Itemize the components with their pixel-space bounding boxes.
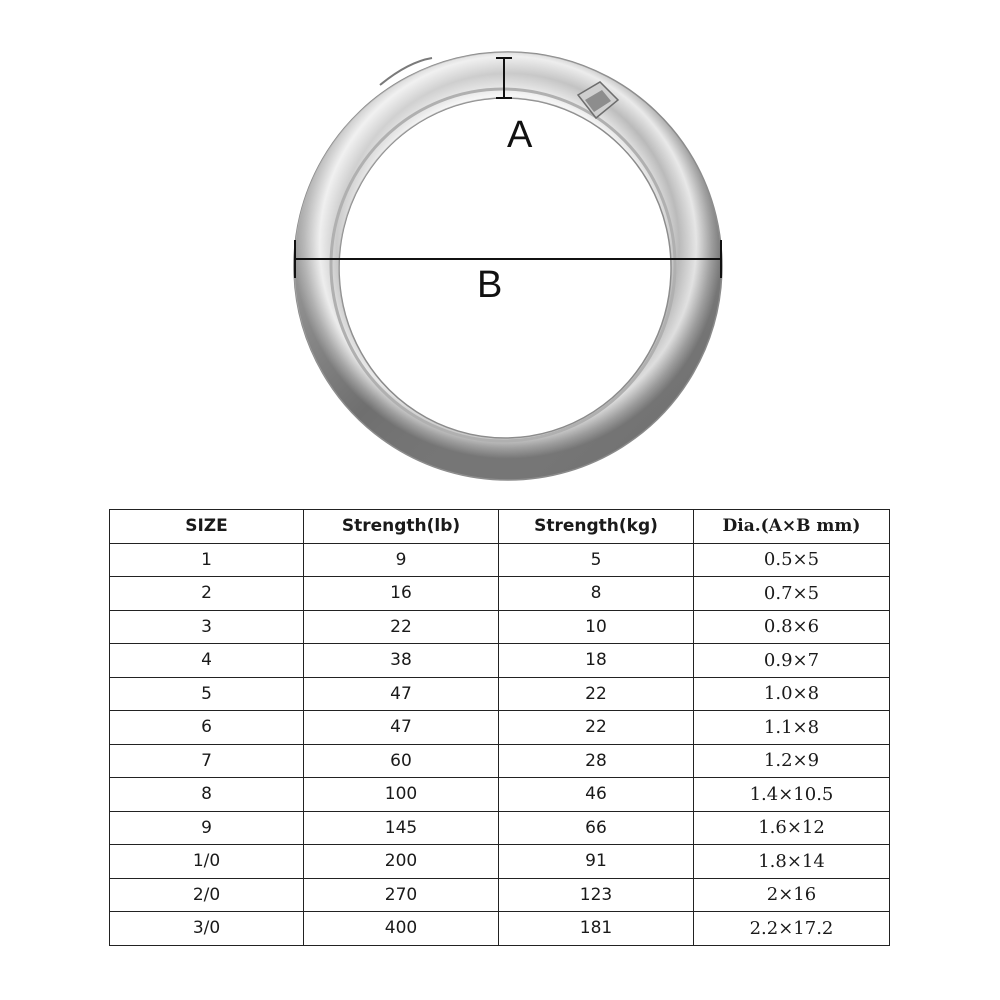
cell-size: 4	[110, 644, 304, 678]
cell-strength-lb: 47	[304, 677, 499, 711]
table-row	[110, 610, 890, 644]
table-row	[110, 778, 890, 812]
cell-size: 5	[110, 677, 304, 711]
cell-diameter: 0.7×5	[694, 577, 890, 611]
cell-diameter: 1.1×8	[694, 711, 890, 745]
table-row	[110, 811, 890, 845]
header-strength-lb: Strength(lb)	[304, 510, 499, 544]
cell-strength-lb: 22	[304, 610, 499, 644]
cell-size: 1/0	[110, 845, 304, 879]
cell-strength-kg: 18	[499, 644, 694, 678]
cell-strength-kg: 123	[499, 878, 694, 912]
table-row	[110, 644, 890, 678]
cell-diameter: 1.0×8	[694, 677, 890, 711]
dimension-a-label: A	[507, 114, 533, 156]
cell-strength-lb: 9	[304, 543, 499, 577]
cell-diameter: 1.4×10.5	[694, 778, 890, 812]
cell-strength-lb: 100	[304, 778, 499, 812]
dimension-b-marker	[295, 240, 721, 278]
cell-strength-kg: 5	[499, 543, 694, 577]
cell-size: 2/0	[110, 878, 304, 912]
cell-strength-kg: 91	[499, 845, 694, 879]
cell-strength-lb: 200	[304, 845, 499, 879]
table-row	[110, 912, 890, 946]
cell-strength-lb: 16	[304, 577, 499, 611]
cell-strength-lb: 145	[304, 811, 499, 845]
table-row	[110, 744, 890, 778]
cell-diameter: 0.8×6	[694, 610, 890, 644]
cell-size: 3/0	[110, 912, 304, 946]
cell-size: 7	[110, 744, 304, 778]
header-diameter: Dia.(A×B mm)	[694, 510, 890, 544]
cell-size: 6	[110, 711, 304, 745]
cell-size: 1	[110, 543, 304, 577]
header-size: SIZE	[110, 510, 304, 544]
cell-strength-kg: 22	[499, 711, 694, 745]
table-row	[110, 577, 890, 611]
table-row	[110, 543, 890, 577]
table-header-row	[110, 510, 890, 544]
table-row	[110, 878, 890, 912]
cell-strength-kg: 10	[499, 610, 694, 644]
cell-strength-lb: 38	[304, 644, 499, 678]
cell-size: 2	[110, 577, 304, 611]
size-spec-table	[109, 509, 890, 946]
cell-diameter: 1.8×14	[694, 845, 890, 879]
header-strength-kg: Strength(kg)	[499, 510, 694, 544]
cell-diameter: 0.5×5	[694, 543, 890, 577]
dimension-b-label: B	[477, 264, 503, 306]
cell-diameter: 2.2×17.2	[694, 912, 890, 946]
cell-strength-lb: 270	[304, 878, 499, 912]
cell-strength-kg: 8	[499, 577, 694, 611]
cell-diameter: 1.6×12	[694, 811, 890, 845]
cell-strength-lb: 60	[304, 744, 499, 778]
table-row	[110, 845, 890, 879]
cell-strength-kg: 46	[499, 778, 694, 812]
cell-diameter: 1.2×9	[694, 744, 890, 778]
cell-strength-kg: 66	[499, 811, 694, 845]
cell-strength-lb: 47	[304, 711, 499, 745]
cell-size: 3	[110, 610, 304, 644]
cell-diameter: 0.9×7	[694, 644, 890, 678]
cell-strength-kg: 28	[499, 744, 694, 778]
cell-strength-kg: 181	[499, 912, 694, 946]
cell-diameter: 2×16	[694, 878, 890, 912]
cell-strength-lb: 400	[304, 912, 499, 946]
cell-size: 9	[110, 811, 304, 845]
cell-strength-kg: 22	[499, 677, 694, 711]
cell-size: 8	[110, 778, 304, 812]
table-row	[110, 711, 890, 745]
table-row	[110, 677, 890, 711]
